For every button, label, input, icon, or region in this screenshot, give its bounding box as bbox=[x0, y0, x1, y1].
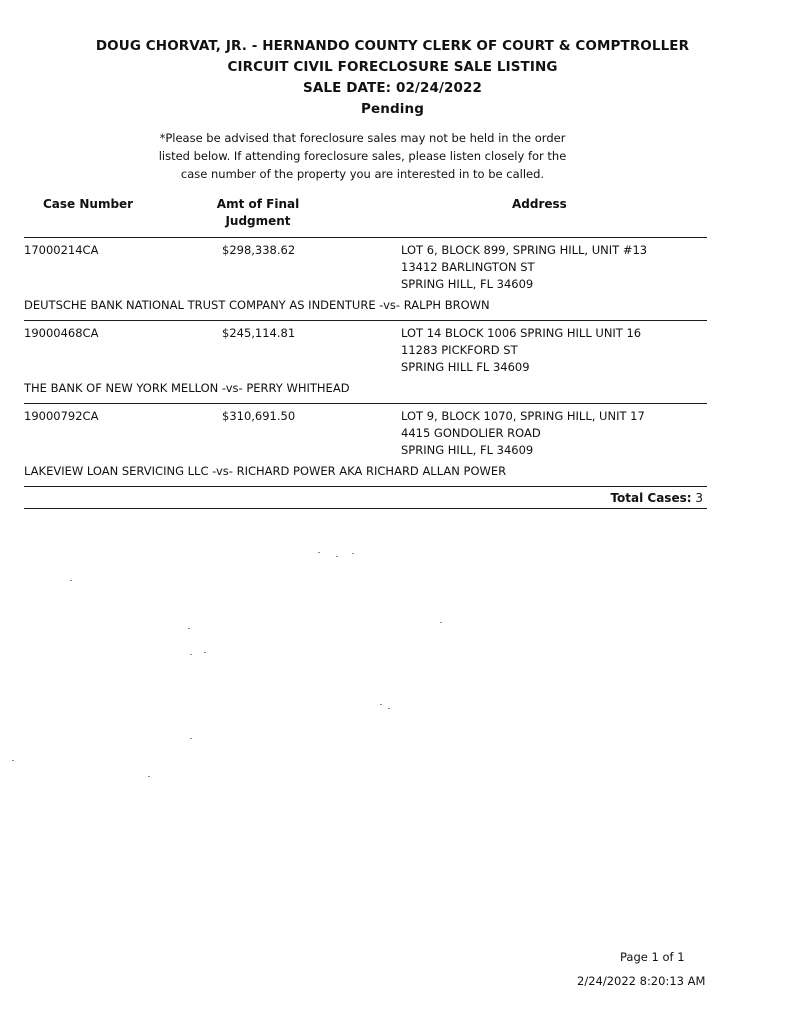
print-timestamp: 2/24/2022 8:20:13 AM bbox=[577, 974, 706, 988]
notice-line: case number of the property you are interested in to be called. bbox=[180, 167, 545, 181]
listing-title: CIRCUIT CIVIL FORECLOSURE SALE LISTING bbox=[227, 59, 558, 75]
address-line: LOT 9, BLOCK 1070, SPRING HILL, UNIT 17 bbox=[401, 409, 645, 423]
header-divider bbox=[24, 237, 707, 238]
scan-speck bbox=[70, 580, 72, 581]
page-number: Page 1 of 1 bbox=[620, 950, 685, 964]
scan-speck bbox=[440, 622, 442, 623]
address-line: SPRING HILL, FL 34609 bbox=[401, 277, 534, 291]
column-header-case-number: Case Number bbox=[43, 197, 134, 211]
scan-speck bbox=[336, 556, 338, 557]
address-line: SPRING HILL, FL 34609 bbox=[401, 443, 534, 457]
case-divider bbox=[24, 320, 707, 321]
notice-line: listed below. If attending foreclosure sales, please listen closely for the bbox=[158, 149, 567, 163]
total-cases-label: Total Cases: bbox=[610, 491, 692, 505]
column-header-amount-line: Amt of Final bbox=[216, 197, 300, 211]
address-line: 11283 PICKFORD ST bbox=[401, 343, 518, 357]
property-address bbox=[401, 325, 641, 376]
scan-speck bbox=[388, 708, 390, 709]
scan-speck bbox=[318, 552, 320, 553]
total-cases-value: 3 bbox=[695, 491, 703, 505]
sale-notice bbox=[140, 129, 585, 183]
case-divider bbox=[24, 403, 707, 404]
column-header-address: Address bbox=[512, 197, 567, 211]
judgment-amount: $310,691.50 bbox=[222, 409, 296, 423]
judgment-amount: $245,114.81 bbox=[222, 326, 296, 340]
scan-speck bbox=[380, 704, 382, 705]
scan-speck bbox=[12, 760, 14, 761]
case-parties: DEUTSCHE BANK NATIONAL TRUST COMPANY AS INDENTURE -vs- RALPH BROWN bbox=[24, 298, 490, 312]
case-divider bbox=[24, 486, 707, 487]
case-number: 17000214CA bbox=[24, 243, 99, 257]
property-address bbox=[401, 242, 647, 293]
status-label: Pending bbox=[361, 101, 424, 117]
address-line: LOT 6, BLOCK 899, SPRING HILL, UNIT #13 bbox=[401, 243, 648, 257]
address-line: SPRING HILL FL 34609 bbox=[401, 360, 530, 374]
total-cases bbox=[610, 491, 703, 505]
scan-speck bbox=[190, 654, 192, 655]
scan-speck bbox=[204, 652, 206, 653]
notice-line: *Please be advised that foreclosure sales may not be held in the order bbox=[159, 131, 566, 145]
scan-speck bbox=[190, 738, 192, 739]
scan-speck bbox=[352, 553, 354, 554]
judgment-amount: $298,338.62 bbox=[222, 243, 296, 257]
case-number: 19000792CA bbox=[24, 409, 99, 423]
case-parties: LAKEVIEW LOAN SERVICING LLC -vs- RICHARD POWER AKA RICHARD ALLAN POWER bbox=[24, 464, 507, 478]
column-header-amount bbox=[203, 196, 313, 230]
case-parties: THE BANK OF NEW YORK MELLON -vs- PERRY WHITHEAD bbox=[24, 381, 350, 395]
scan-speck bbox=[188, 628, 190, 629]
sale-date: SALE DATE: 02/24/2022 bbox=[303, 80, 482, 96]
address-line: LOT 14 BLOCK 1006 SPRING HILL UNIT 16 bbox=[401, 326, 642, 340]
address-line: 13412 BARLINGTON ST bbox=[401, 260, 535, 274]
case-number: 19000468CA bbox=[24, 326, 99, 340]
clerk-title: DOUG CHORVAT, JR. - HERNANDO COUNTY CLERK OF COURT & COMPTROLLER bbox=[95, 38, 690, 54]
address-line: 4415 GONDOLIER ROAD bbox=[401, 426, 541, 440]
property-address bbox=[401, 408, 645, 459]
total-divider bbox=[24, 508, 707, 509]
scan-speck bbox=[148, 776, 150, 777]
column-header-amount-line: Judgment bbox=[225, 214, 291, 228]
